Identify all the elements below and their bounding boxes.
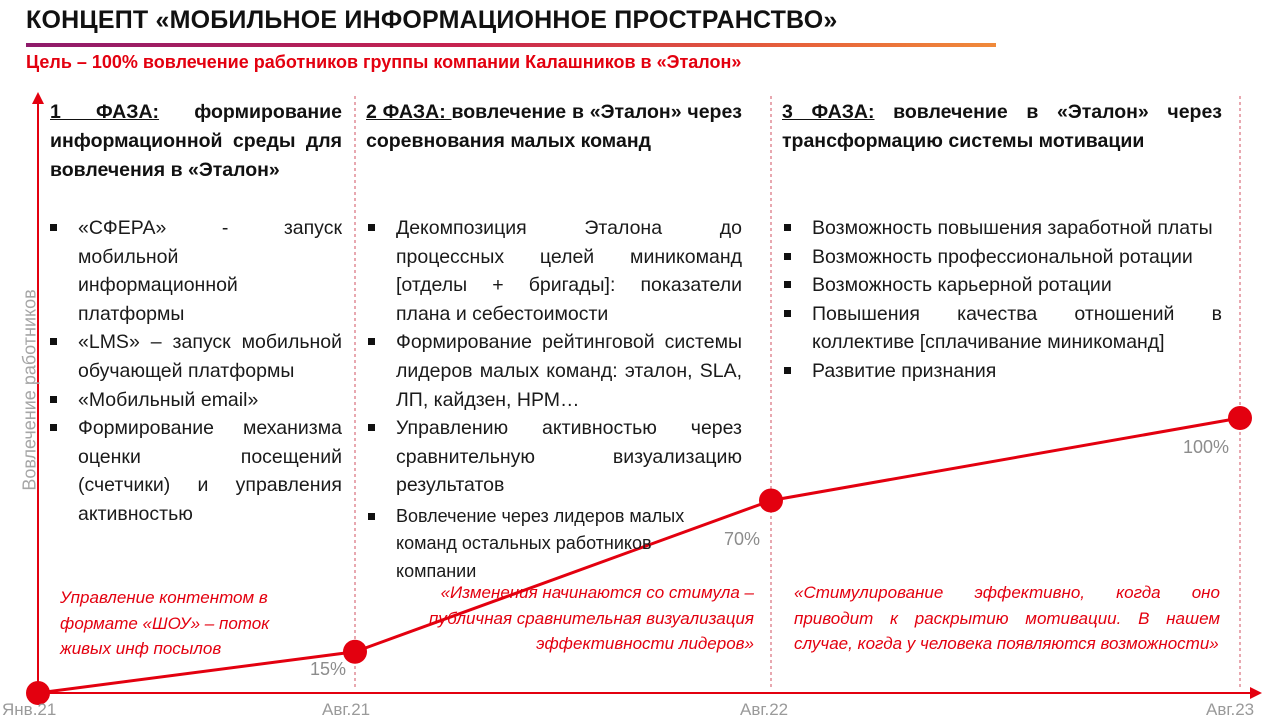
phase-3-heading — [782, 98, 1222, 156]
list-item: Вовлечение через лидеров малых команд остальных работников компании — [366, 503, 736, 585]
point-label-70: 70% — [724, 529, 761, 549]
list-item: Декомпозиция Эталона до процессных целей миникоманд [отделы + бригады]: показатели плана и себестоимости — [366, 214, 742, 328]
list-item: Управлению активностью через сравнительную визуализацию результатов — [366, 414, 742, 500]
point-label-100: 100% — [1183, 437, 1230, 457]
timeline-point-70 — [759, 489, 783, 513]
point-label-15: 15% — [310, 659, 347, 679]
phase-2-quote: «Изменения начинаются со стимула – публичная сравнительная визуализация эффективности лидеров» — [428, 583, 754, 654]
phase-2-bullets — [366, 214, 742, 500]
list-item: Повышения качества отношений в коллективе [сплачивание миникоманд] — [782, 300, 1222, 357]
list-item: Возможность повышения заработной платы — [782, 214, 1222, 243]
phase-1-bullets — [48, 214, 342, 529]
phase-3-bullets — [782, 214, 1222, 386]
timeline-point-15 — [343, 640, 367, 664]
list-item: Развитие признания — [782, 357, 1222, 386]
page-subtitle: Цель – 100% вовлечение работников группы компании Калашников в «Эталон» — [26, 52, 742, 72]
list-item: Формирование рейтинговой системы лидеров малых команд: эталон, SLA, ЛП, кайдзен, НРМ… — [366, 328, 742, 414]
list-item: «LMS» – запуск мобильной обучающей платформы — [48, 328, 342, 385]
x-tick-label: Авг.23 — [1206, 700, 1255, 719]
y-axis-arrow — [32, 92, 44, 104]
phase-2-heading — [366, 98, 742, 156]
phase-1-heading — [50, 98, 342, 185]
phase-1-text: формирование информационной среды для вовлечения в «Эталон» — [50, 101, 343, 181]
phase-1-quote: Управление контентом в формате «ШОУ» – поток живых инф посылов — [60, 588, 270, 659]
phase-3-quote: «Стимулирование эффективно, когда оно приводит к раскрытию мотивации. В нашем случае, когда у человека появляются возможности» — [794, 583, 1220, 654]
phase-3-label: 3 ФАЗА: — [782, 101, 875, 123]
phase-2-text: вовлечение в «Эталон» через соревнования малых команд — [366, 101, 742, 152]
list-item: Возможность профессиональной ротации — [782, 243, 1222, 272]
x-tick-label: Янв.21 — [2, 700, 57, 719]
list-item: Формирование механизма оценки посещений (счетчики) и управления активностью — [48, 414, 342, 528]
phase-1-label: 1 ФАЗА: — [50, 101, 160, 123]
list-item: «Мобильный email» — [48, 386, 342, 415]
phase-2-label: 2 ФАЗА: — [366, 101, 452, 123]
timeline-point-100 — [1228, 406, 1252, 430]
phase-3-text: вовлечение в «Эталон» через трансформацию системы мотивации — [782, 101, 1222, 152]
y-axis-label: Вовлечение работников — [19, 289, 40, 491]
x-tick-label: Авг.22 — [740, 700, 789, 719]
x-tick-label: Авг.21 — [322, 700, 371, 719]
phase-2-bullets-extra — [366, 503, 736, 585]
x-axis-arrow — [1250, 687, 1262, 699]
list-item: Возможность карьерной ротации — [782, 271, 1222, 300]
list-item: «СФЕРА» - запуск мобильной информационной платформы — [48, 214, 342, 328]
page-title: КОНЦЕПТ «МОБИЛЬНОЕ ИНФОРМАЦИОННОЕ ПРОСТРАНСТВО» — [26, 6, 838, 34]
